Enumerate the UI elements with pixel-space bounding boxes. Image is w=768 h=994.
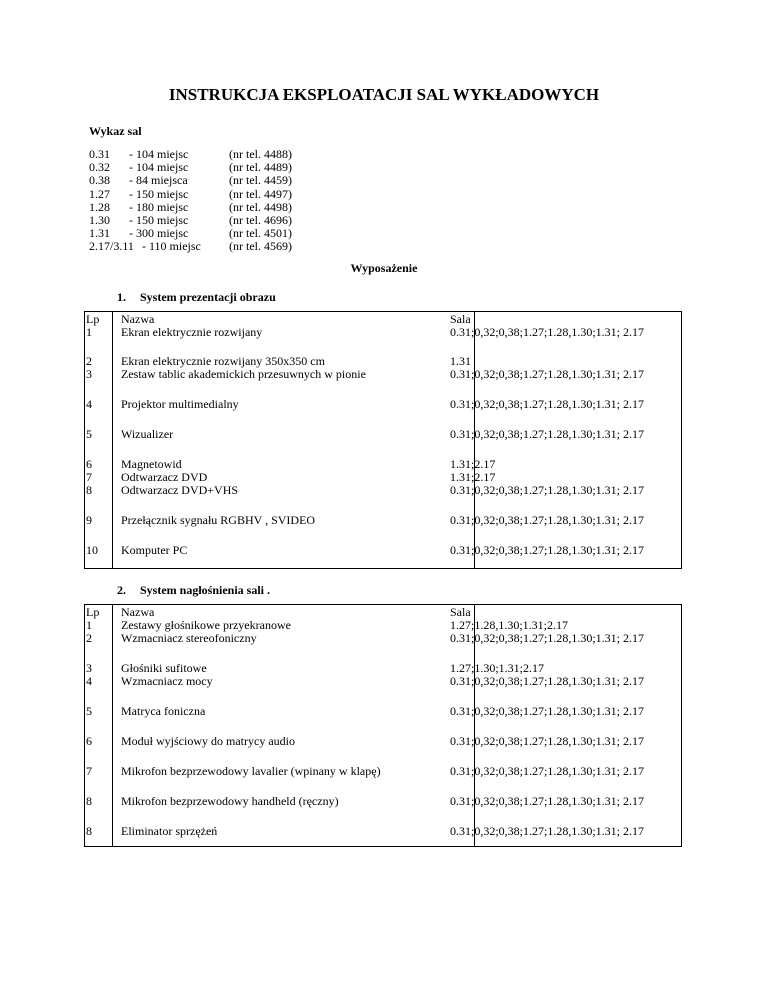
- row-name: Głośniki sufitowe: [121, 661, 207, 675]
- row-name: Wizualizer: [121, 427, 174, 441]
- row-lp: 8: [86, 794, 92, 808]
- row-lp: 5: [86, 427, 92, 441]
- row-room: 0.31;0,32;0,38;1.27;1.28,1.30;1.31; 2.17: [450, 397, 645, 411]
- col-header-room: Sala: [450, 605, 471, 619]
- row-lp: 3: [86, 661, 92, 675]
- room-tel: (nr tel. 4498): [229, 199, 292, 214]
- row-lp: 7: [86, 764, 92, 778]
- room-entry: 1.27: [89, 186, 110, 201]
- room-tel: (nr tel. 4459): [229, 173, 292, 188]
- table-row: [84, 326, 652, 355]
- page-title: INSTRUKCJA EKSPLOATACJI SAL WYKŁADOWYCH: [168, 85, 600, 104]
- row-room: 0.31;0,32;0,38;1.27;1.28,1.30;1.31; 2.17: [450, 631, 645, 645]
- col-header-lp: Lp: [86, 605, 100, 619]
- room-tel: (nr tel. 4501): [229, 226, 292, 241]
- room-tel: (nr tel. 4488): [229, 147, 292, 161]
- room-tel: (nr tel. 4497): [229, 186, 292, 201]
- row-name: Wzmacniacz mocy: [121, 674, 213, 688]
- table-row: [84, 705, 652, 735]
- table-row: [84, 632, 652, 662]
- row-lp: 8: [86, 483, 92, 497]
- row-lp: 4: [86, 397, 92, 411]
- table-row: [84, 484, 652, 514]
- room-entry: 2.17/3.11: [89, 239, 134, 254]
- room-entry: 0.32: [89, 160, 110, 175]
- row-room: 0.31;0,32;0,38;1.27;1.28,1.30;1.31; 2.17: [450, 674, 645, 688]
- equipment-table-2-rows: [84, 619, 652, 855]
- section-2-number: 2.: [117, 583, 126, 597]
- col-header-room: Sala: [450, 312, 471, 326]
- table-row: [84, 735, 652, 765]
- row-name: Matryca foniczna: [121, 704, 206, 718]
- room-entry: 1.31: [89, 226, 110, 241]
- row-room: 0.31;0,32;0,38;1.27;1.28,1.30;1.31; 2.17: [450, 543, 645, 557]
- row-room: 0.31;0,32;0,38;1.27;1.28,1.30;1.31; 2.17: [450, 824, 645, 838]
- table-row: [84, 765, 652, 795]
- row-lp: 2: [86, 631, 92, 645]
- row-name: Magnetowid: [121, 457, 182, 471]
- row-room: 1.27;1.28,1.30;1.31;2.17: [450, 618, 569, 632]
- row-room: 1.31;2.17: [450, 470, 496, 484]
- room-seats: - 104 miejsc: [129, 160, 189, 175]
- section-2-title: System nagłośnienia sali .: [140, 583, 271, 597]
- col-header-name: Nazwa: [121, 605, 155, 619]
- row-name: Zestawy głośnikowe przyekranowe: [121, 618, 291, 632]
- section-1-title: System prezentacji obrazu: [140, 290, 276, 304]
- room-entry: 0.38: [89, 173, 110, 188]
- row-lp: 10: [86, 543, 98, 557]
- table-row: [84, 544, 652, 574]
- row-name: Ekran elektrycznie rozwijany 350x350 cm: [121, 354, 325, 368]
- row-lp: 7: [86, 470, 92, 484]
- row-name: Mikrofon bezprzewodowy handheld (ręczny): [121, 794, 339, 808]
- room-entry: 0.31: [89, 147, 110, 161]
- section-1-heading: [117, 291, 417, 305]
- row-lp: 8: [86, 824, 92, 838]
- row-room: 0.31;0,32;0,38;1.27;1.28,1.30;1.31; 2.17: [450, 734, 645, 748]
- equipment-heading: Wyposażenie: [350, 261, 418, 275]
- table-row: [84, 368, 652, 398]
- table-row: [84, 795, 652, 825]
- row-lp: 2: [86, 354, 92, 368]
- room-tel: (nr tel. 4569): [229, 239, 292, 254]
- room-seats: - 300 miejsc: [129, 226, 189, 241]
- room-seats: - 150 miejsc: [129, 186, 189, 201]
- row-lp: 1: [86, 618, 92, 632]
- row-name: Ekran elektrycznie rozwijany: [121, 325, 263, 339]
- room-seats: - 104 miejsc: [129, 147, 189, 161]
- row-name: Eliminator sprzężeń: [121, 824, 218, 838]
- row-lp: 3: [86, 367, 92, 381]
- row-lp: 6: [86, 457, 92, 471]
- row-room: 0.31;0,32;0,38;1.27;1.28,1.30;1.31; 2.17: [450, 483, 645, 497]
- row-room: 0.31;0,32;0,38;1.27;1.28,1.30;1.31; 2.17: [450, 325, 645, 339]
- rooms-heading: Wykaz sal: [89, 124, 142, 138]
- row-room: 0.31;0,32;0,38;1.27;1.28,1.30;1.31; 2.17: [450, 764, 645, 778]
- row-lp: 5: [86, 704, 92, 718]
- col-header-lp: Lp: [86, 312, 100, 326]
- row-lp: 6: [86, 734, 92, 748]
- row-room: 0.31;0,32;0,38;1.27;1.28,1.30;1.31; 2.17: [450, 513, 645, 527]
- equipment-table-1-rows: [84, 326, 652, 574]
- row-room: 1.27;1.30;1.31;2.17: [450, 661, 545, 675]
- row-name: Zestaw tablic akademickich przesuwnych w pionie: [121, 367, 366, 381]
- table-row: [84, 514, 652, 544]
- row-name: Odtwarzacz DVD: [121, 470, 208, 484]
- row-room: 0.31;0,32;0,38;1.27;1.28,1.30;1.31; 2.17: [450, 367, 645, 381]
- room-tel: (nr tel. 4489): [229, 160, 292, 175]
- room-entry: 1.30: [89, 212, 110, 227]
- section-2-heading: [117, 584, 417, 598]
- row-room: 0.31;0,32;0,38;1.27;1.28,1.30;1.31; 2.17: [450, 794, 645, 808]
- row-name: Wzmacniacz stereofoniczny: [121, 631, 257, 645]
- row-room: 0.31;0,32;0,38;1.27;1.28,1.30;1.31; 2.17: [450, 704, 645, 718]
- row-name: Projektor multimedialny: [121, 397, 239, 411]
- row-room: 1.31;2.17: [450, 457, 496, 471]
- table-row: [84, 825, 652, 855]
- row-lp: 4: [86, 674, 92, 688]
- row-name: Komputer PC: [121, 543, 188, 557]
- room-seats: - 84 miejsca: [129, 173, 188, 188]
- row-lp: 9: [86, 513, 92, 527]
- row-name: Moduł wyjściowy do matrycy audio: [121, 734, 295, 748]
- row-name: Mikrofon bezprzewodowy lavalier (wpinany w klapę): [121, 764, 381, 778]
- room-seats: - 150 miejsc: [129, 212, 189, 227]
- section-1-number: 1.: [117, 290, 126, 304]
- row-name: Odtwarzacz DVD+VHS: [121, 483, 239, 497]
- room-tel: (nr tel. 4696): [229, 212, 292, 227]
- room-seats: - 110 miejsc: [142, 239, 201, 254]
- table-row: [84, 675, 652, 705]
- row-room: 0.31;0,32;0,38;1.27;1.28,1.30;1.31; 2.17: [450, 427, 645, 441]
- col-header-name: Nazwa: [121, 312, 155, 326]
- row-lp: 1: [86, 325, 92, 339]
- room-seats: - 180 miejsc: [129, 199, 189, 214]
- table-row: [84, 398, 652, 428]
- row-room: 1.31: [450, 354, 471, 368]
- table-row: [84, 428, 652, 458]
- row-name: Przełącznik sygnału RGBHV , SVIDEO: [121, 513, 316, 527]
- room-entry: 1.28: [89, 199, 110, 214]
